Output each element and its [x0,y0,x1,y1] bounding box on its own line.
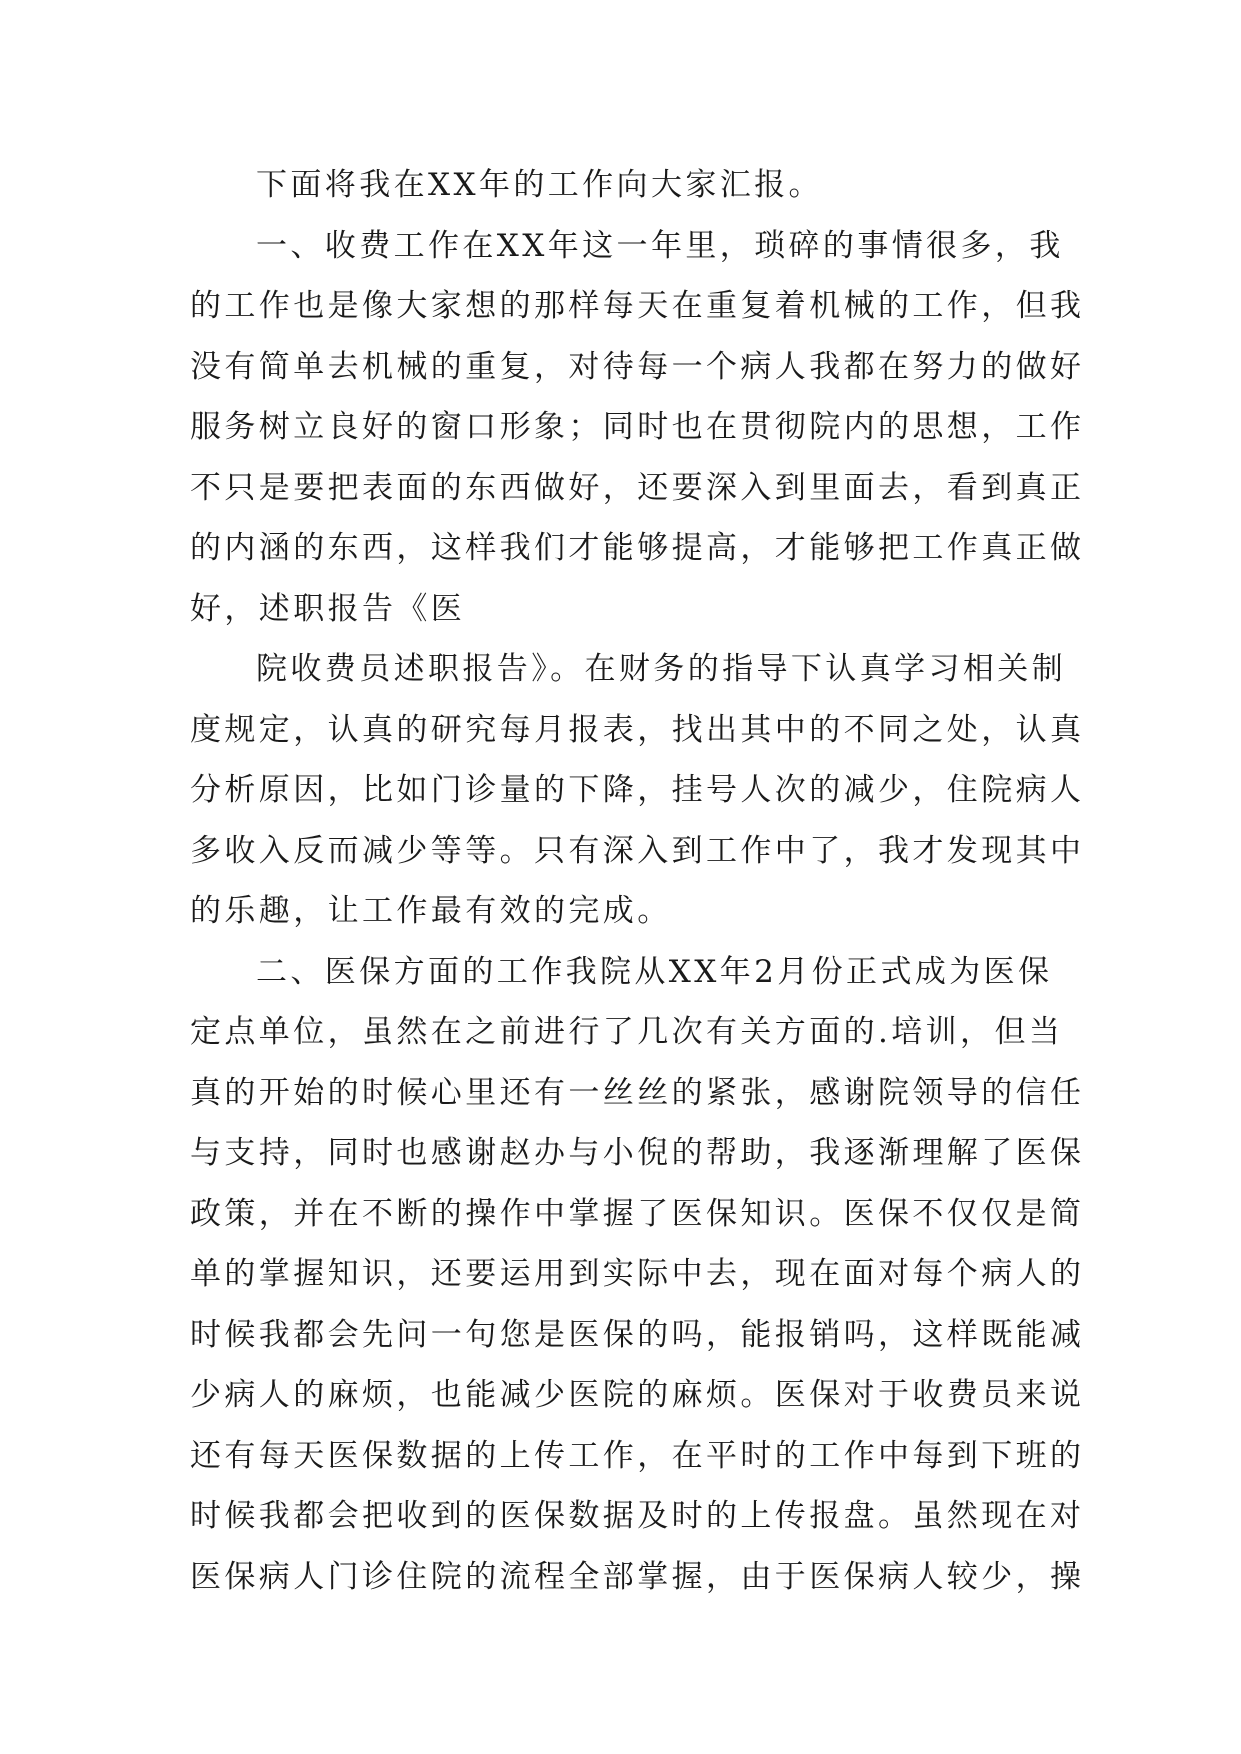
text-line: 没有简单去机械的重复，对待每一个病人我都在努力的做好 [190,348,1085,385]
text-line: 的乐趣，让工作最有效的完成。 [190,893,672,929]
text-line: 度规定，认真的研究每月报表，找出其中的不同之处，认真 [190,711,1085,748]
text-line: 医保病人门诊住院的流程全部掌握，由于医保病人较少，操 [190,1558,1085,1595]
text-line: 服务树立良好的窗口形象；同时也在贯彻院内的思想，工作 [190,409,1085,445]
text-line: 时候我都会把收到的医保数据及时的上传报盘。虽然现在对 [190,1498,1085,1534]
text-line: 与支持，同时也感谢赵办与小倪的帮助，我逐渐理解了医保 [190,1135,1085,1171]
text-line: 的工作也是像大家想的那样每天在重复着机械的工作，但我 [190,288,1085,324]
document-body [190,155,1085,1607]
text-line: 的内涵的东西，这样我们才能够提高，才能够把工作真正做 [190,530,1085,566]
text-line: 下面将我在XX年的工作向大家汇报。 [256,167,823,203]
text-line: 真的开始的时候心里还有一丝丝的紧张，感谢院领导的信任 [190,1074,1085,1111]
text-line: 单的掌握知识，还要运用到实际中去，现在面对每个病人的 [190,1256,1085,1292]
text-line: 多收入反而减少等等。只有深入到工作中了，我才发现其中 [190,832,1085,869]
text-line: 定点单位，虽然在之前进行了几次有关方面的.培训，但当 [190,1014,1064,1050]
text-line: 时候我都会先问一句您是医保的吗，能报销吗，这样既能减 [190,1316,1085,1353]
text-line: 政策，并在不断的操作中掌握了医保知识。医保不仅仅是简 [190,1195,1085,1232]
text-line: 二、医保方面的工作我院从XX年2月份正式成为医保 [256,953,1053,990]
text-line: 一、收费工作在XX年这一年里，琐碎的事情很多，我 [256,227,1064,264]
text-line: 分析原因，比如门诊量的下降，挂号人次的减少，住院病人 [190,772,1085,808]
text-line: 不只是要把表面的东西做好，还要深入到里面去，看到真正 [190,469,1085,506]
text-line: 少病人的麻烦，也能减少医院的麻烦。医保对于收费员来说 [190,1377,1085,1413]
text-line: 院收费员述职报告》。在财务的指导下认真学习相关制 [256,651,1067,687]
text-line: 好，述职报告《医 [190,590,466,627]
text-line: 还有每天医保数据的上传工作，在平时的工作中每到下班的 [190,1437,1085,1474]
